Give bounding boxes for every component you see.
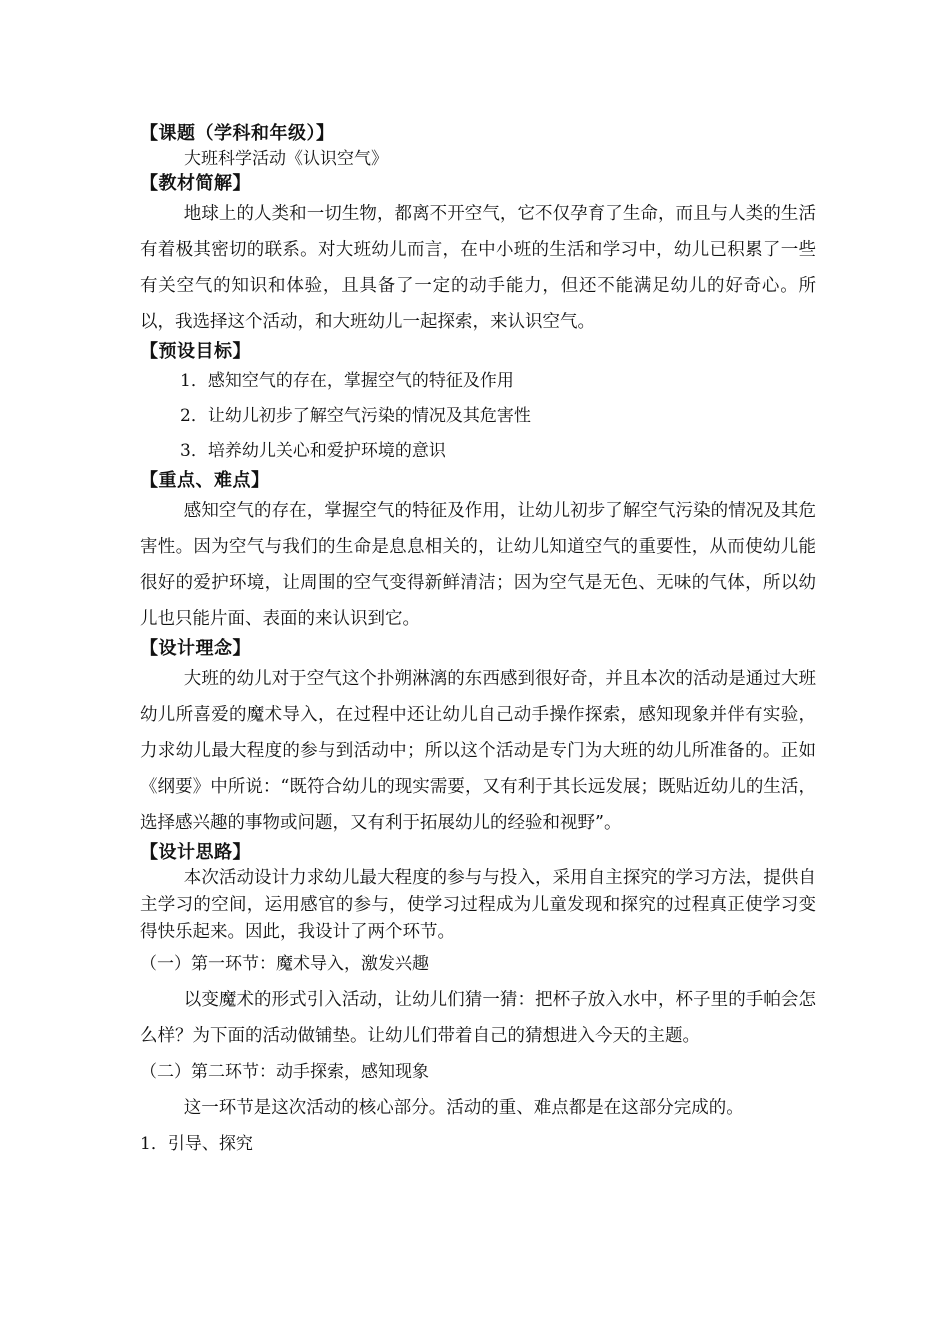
goal-item-3: 3．培养幼儿关心和爱护环境的意识 — [180, 441, 446, 461]
step-2-title: （二）第二环节：动手探索，感知现象 — [140, 1062, 429, 1082]
step-1-paragraph: 以变魔术的形式引入活动，让幼儿们猜一猜：把杯子放入水中，杯子里的手帕会怎么样？为下面的活动做铺垫。让幼儿们带着自己的猜想进入今天的主题。 — [140, 990, 816, 1046]
design-ideas-paragraph: 本次活动设计力求幼儿最大程度的参与与投入，采用自主探究的学习方法，提供自主学习的空间，运用感官的参与，使学习过程成为儿童发现和探究的过程真正使学习变得快乐起来。因此，我设计了两个环节。 — [140, 868, 816, 942]
design-concept-paragraph: 大班的幼儿对于空气这个扑朔淋漓的东西感到很好奇，并且本次的活动是通过大班幼儿所喜爱的魔术导入，在过程中还让幼儿自己动手操作探索，感知现象并伴有实验，力求幼儿最大程度的参与到活动中；所以这个活动是专门为大班的幼儿所准备的。正如《纲要》中所说：“既符合幼儿的现实需要，又有利于其长远发展；既贴近幼儿的生活，选择感兴趣的事物或问题，又有利于拓展幼儿的经验和视野”。 — [140, 669, 816, 833]
key-points-paragraph: 感知空气的存在，掌握空气的特征及作用，让幼儿初步了解空气污染的情况及其危害性。因为空气与我们的生命是息息相关的，让幼儿知道空气的重要性，从而使幼儿能很好的爱护环境，让周围的空气变得新鲜清洁；因为空气是无色、无味的气体，所以幼儿也只能片面、表面的来认识到它。 — [140, 501, 816, 629]
heading-design-concept: 【设计理念】 — [140, 638, 251, 659]
material-intro-paragraph: 地球上的人类和一切生物，都离不开空气，它不仅孕育了生命，而且与人类的生活有着极其密切的联系。对大班幼儿而言，在中小班的生活和学习中，幼儿已积累了一些有关空气的知识和体验，且具备了一定的动手能力，但还不能满足幼儿的好奇心。所以，我选择这个活动，和大班幼儿一起探索，来认识空气。 — [140, 204, 816, 332]
step-2-paragraph: 这一环节是这次活动的核心部分。活动的重、难点都是在这部分完成的。 — [183, 1098, 744, 1118]
activity-title: 大班科学活动《认识空气》 — [184, 149, 388, 169]
sub-item-1: 1．引导、探究 — [140, 1134, 253, 1154]
document-body — [140, 122, 816, 1162]
heading-material-intro: 【教材简解】 — [140, 173, 251, 194]
heading-topic: 【课题（学科和年级）】 — [140, 123, 335, 144]
goal-item-2: 2．让幼儿初步了解空气污染的情况及其危害性 — [180, 406, 531, 426]
goal-item-1: 1．感知空气的存在，掌握空气的特征及作用 — [180, 371, 514, 391]
step-1-title: （一）第一环节：魔术导入，激发兴趣 — [140, 954, 429, 974]
heading-goals: 【预设目标】 — [140, 341, 251, 362]
heading-design-ideas: 【设计思路】 — [140, 842, 251, 863]
heading-key-points: 【重点、难点】 — [140, 470, 270, 491]
